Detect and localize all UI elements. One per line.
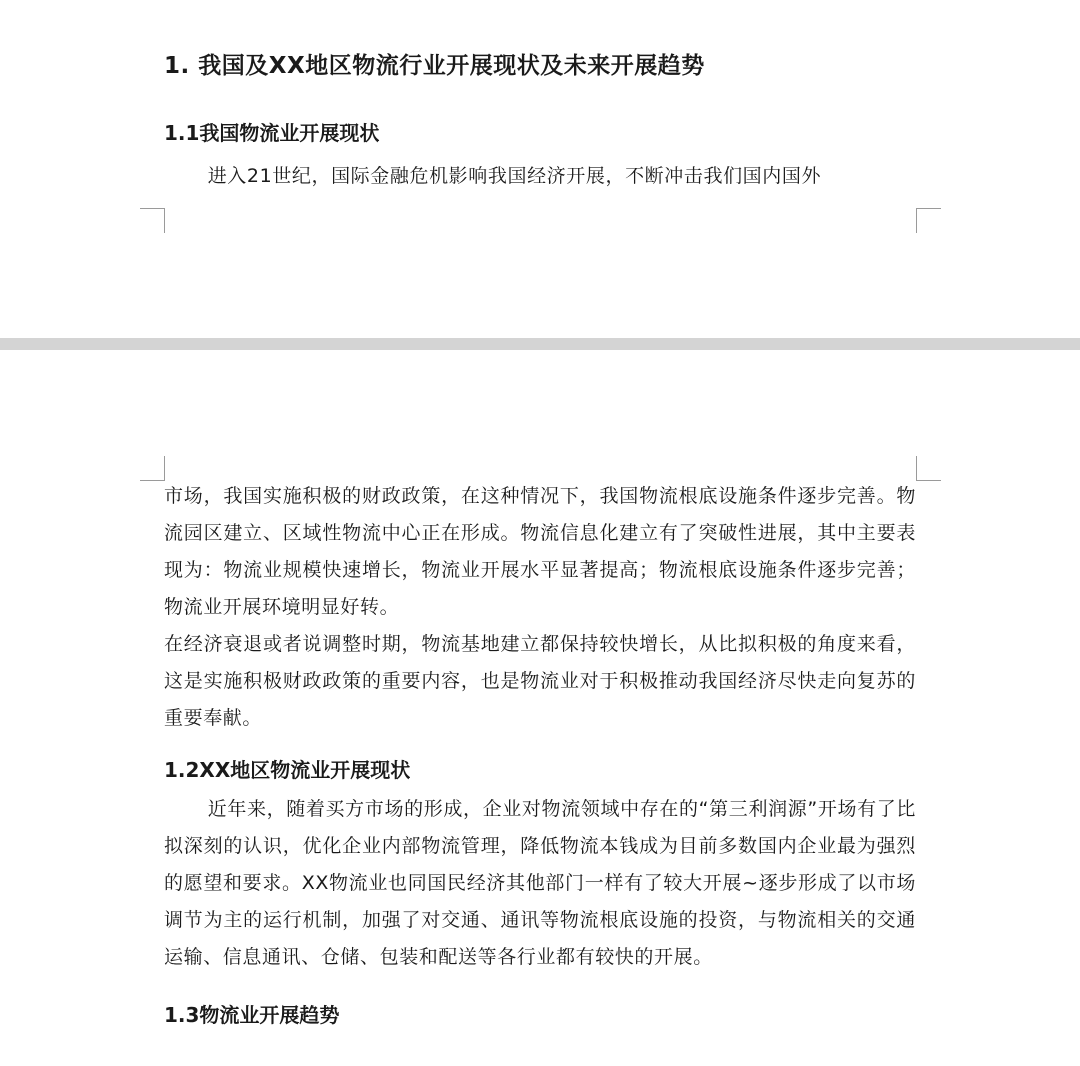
heading-1-3: 1.3物流业开展趋势: [164, 1003, 340, 1027]
document-page-2: [0, 350, 1080, 1066]
margin-corner-top-left-mark: [140, 456, 165, 481]
margin-corner-bottom-right-mark: [916, 208, 941, 233]
page-1-body: [164, 118, 916, 195]
heading-1-1: 1.1我国物流业开展现状: [164, 121, 380, 145]
margin-corner-top-right-mark: [916, 456, 941, 481]
page-2-body: [164, 478, 916, 1030]
margin-corner-bottom-left-mark: [140, 208, 165, 233]
paragraph-1-continued: 市场，我国实施积极的财政政策，在这种情况下，我国物流根底设施条件逐步完善。物流园区建立、区域性物流中心正在形成。物流信息化建立有了突破性进展，其中主要表现为：物流业规模快速增长，物流业开展水平显著提高；物流根底设施条件逐步完善；物流业开展环境明显好转。: [164, 485, 916, 618]
paragraph-1-start: 进入21世纪，国际金融危机影响我国经济开展，不断冲击我们国内国外: [207, 165, 822, 187]
page-separator: [0, 338, 1080, 350]
paragraph-2: 在经济衰退或者说调整时期，物流基地建立都保持较快增长，从比拟积极的角度来看，这是实施积极财政政策的重要内容，也是物流业对于积极推动我国经济尽快走向复苏的重要奉献。: [164, 633, 916, 729]
paragraph-3: 近年来，随着买方市场的形成，企业对物流领域中存在的“第三利润源”开场有了比拟深刻的认识，优化企业内部物流管理，降低物流本钱成为目前多数国内企业最为强烈的愿望和要求。XX物流业也同国民经济其他部门一样有了较大开展~逐步形成了以市场调节为主的运行机制，加强了对交通、通讯等物流根底设施的投资，与物流相关的交通运输、信息通讯、仓储、包装和配送等各行业都有较快的开展。: [164, 798, 916, 968]
heading-1-2: 1.2XX地区物流业开展现状: [164, 758, 411, 782]
heading-1: 1. 我国及XX地区物流行业开展现状及未来开展趋势: [164, 53, 705, 79]
document-page-1: [0, 0, 1080, 338]
